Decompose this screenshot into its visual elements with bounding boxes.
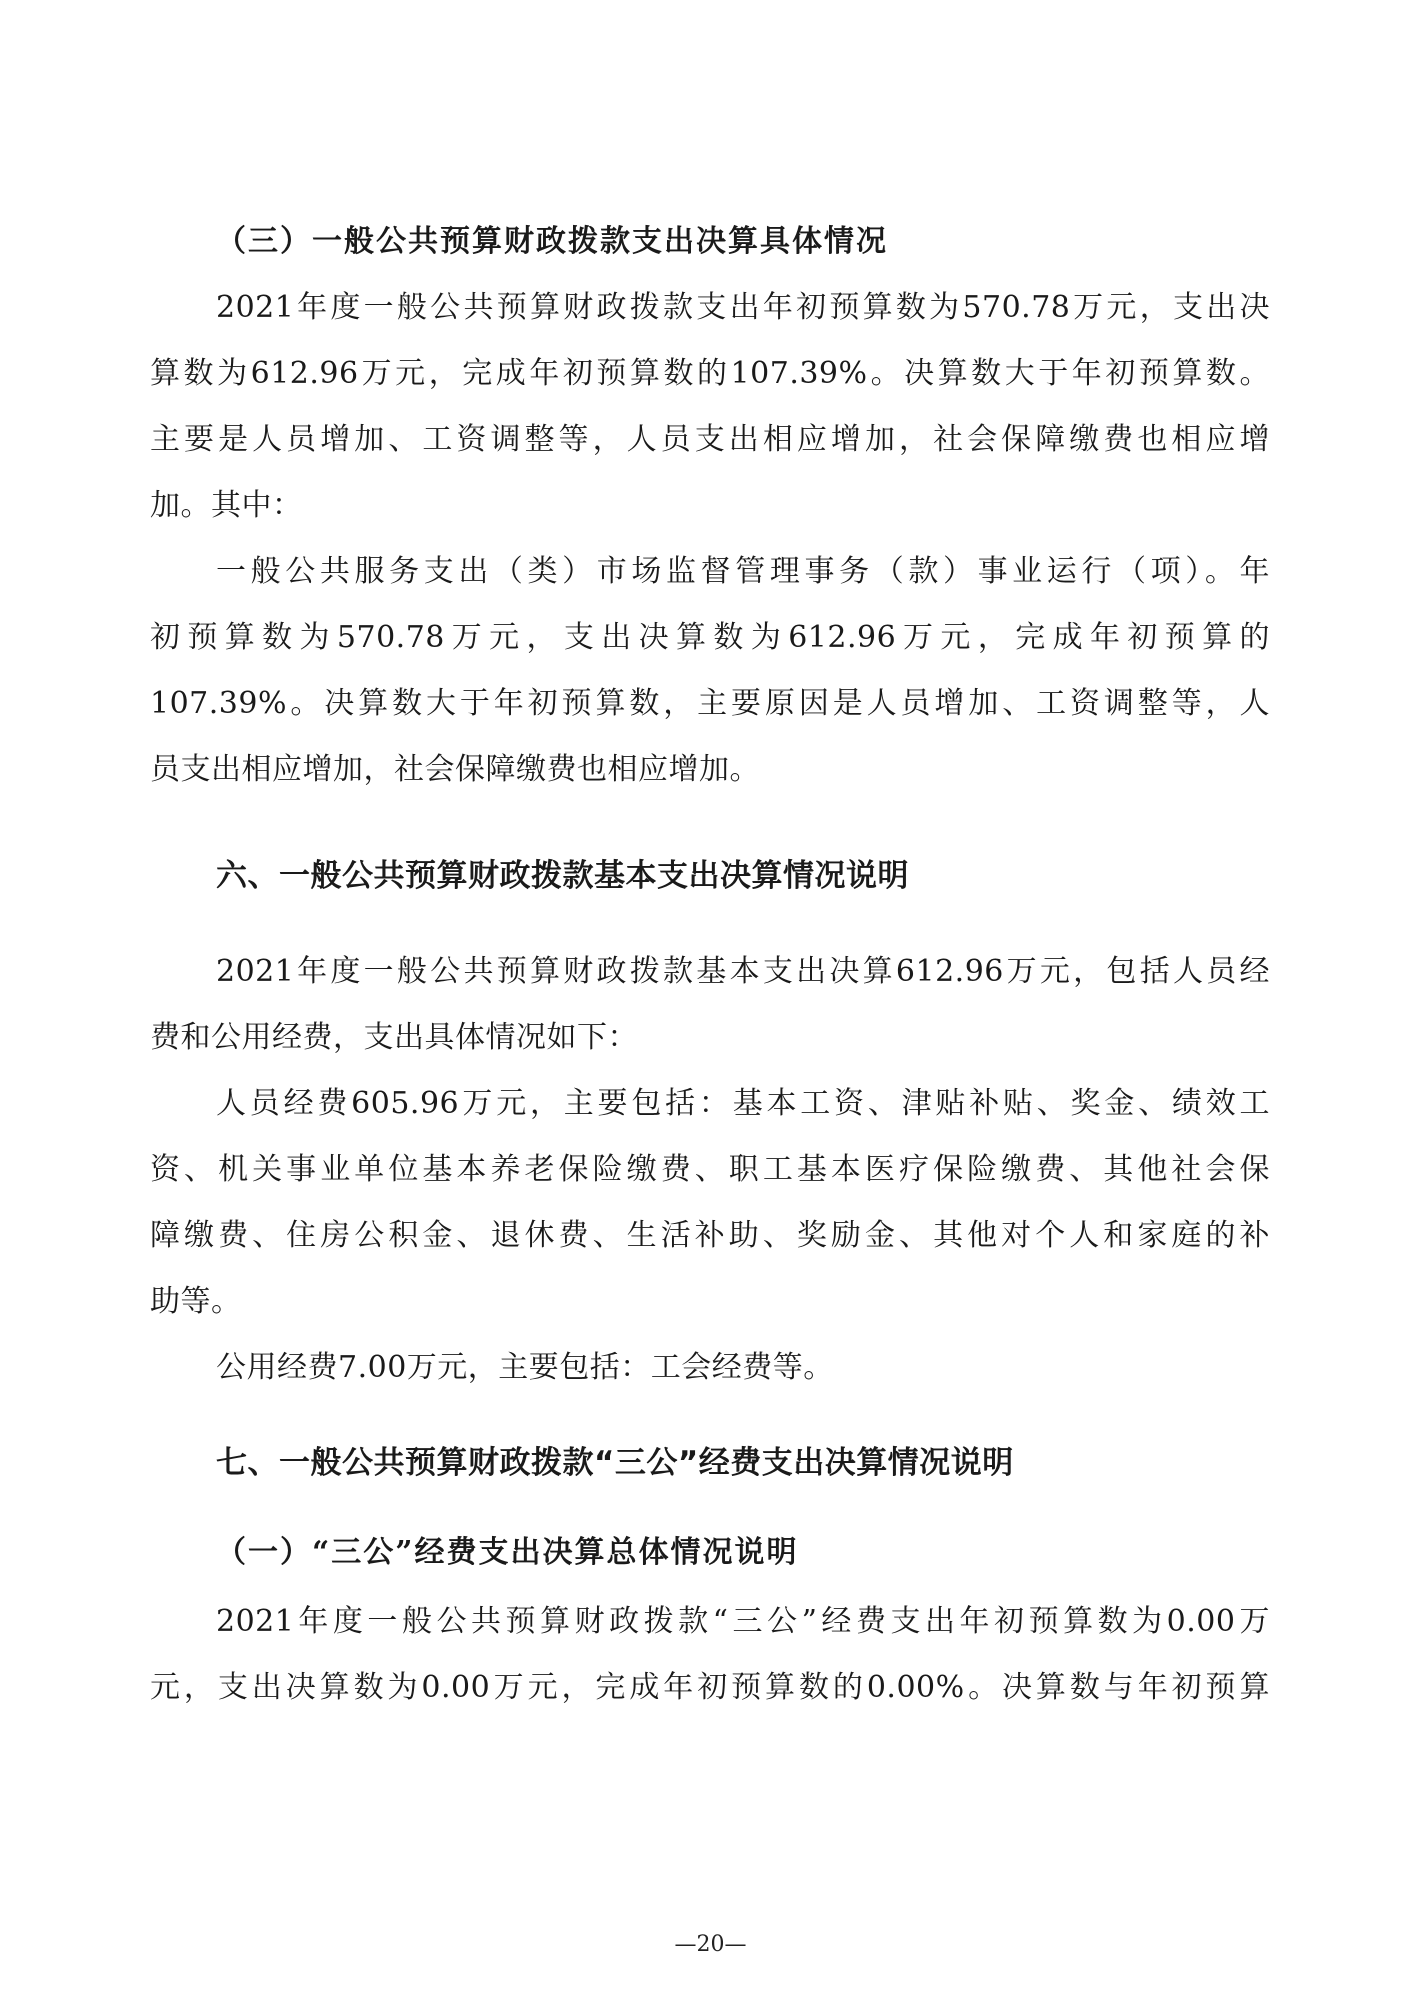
paragraph-line: 107.39%。决算数大于年初预算数，主要原因是人员增加、工资调整等，人 bbox=[150, 686, 1270, 721]
subsection-heading-1: （一）“三公”经费支出决算总体情况说明 bbox=[216, 1535, 799, 1570]
paragraph-line: 2021年度一般公共预算财政拨款支出年初预算数为570.78万元，支出决 bbox=[216, 290, 1270, 325]
paragraph-line: 初预算数为570.78万元，支出决算数为612.96万元，完成年初预算的 bbox=[150, 620, 1270, 655]
subsection-heading-3: （三）一般公共预算财政拨款支出决算具体情况 bbox=[216, 224, 888, 259]
paragraph-line: 算数为612.96万元，完成年初预算数的107.39%。决算数大于年初预算数。 bbox=[150, 356, 1270, 391]
paragraph-line: 2021年度一般公共预算财政拨款基本支出决算612.96万元，包括人员经 bbox=[216, 954, 1270, 989]
paragraph-line: 费和公用经费，支出具体情况如下： bbox=[150, 1020, 638, 1055]
paragraph-line: 人员经费605.96万元，主要包括：基本工资、津贴补贴、奖金、绩效工 bbox=[216, 1086, 1270, 1121]
paragraph-line: 员支出相应增加，社会保障缴费也相应增加。 bbox=[150, 752, 760, 787]
paragraph-line: 公用经费7.00万元，主要包括：工会经费等。 bbox=[216, 1350, 834, 1385]
paragraph-line: 加。其中： bbox=[150, 488, 303, 523]
paragraph-line: 一般公共服务支出（类）市场监督管理事务（款）事业运行（项）。年 bbox=[216, 554, 1270, 589]
section-heading-6: 六、一般公共预算财政拨款基本支出决算情况说明 bbox=[216, 858, 909, 894]
paragraph-line: 障缴费、住房公积金、退休费、生活补助、奖励金、其他对个人和家庭的补 bbox=[150, 1218, 1270, 1253]
section-heading-7: 七、一般公共预算财政拨款“三公”经费支出决算情况说明 bbox=[216, 1445, 1014, 1481]
paragraph-line: 2021年度一般公共预算财政拨款“三公”经费支出年初预算数为0.00万 bbox=[216, 1604, 1270, 1639]
paragraph-line: 元，支出决算数为0.00万元，完成年初预算数的0.00%。决算数与年初预算 bbox=[150, 1670, 1270, 1705]
paragraph-line: 资、机关事业单位基本养老保险缴费、职工基本医疗保险缴费、其他社会保 bbox=[150, 1152, 1270, 1187]
paragraph-line: 助等。 bbox=[150, 1284, 242, 1319]
page-number: —20— bbox=[674, 1932, 747, 1957]
paragraph-line: 主要是人员增加、工资调整等，人员支出相应增加，社会保障缴费也相应增 bbox=[150, 422, 1270, 457]
